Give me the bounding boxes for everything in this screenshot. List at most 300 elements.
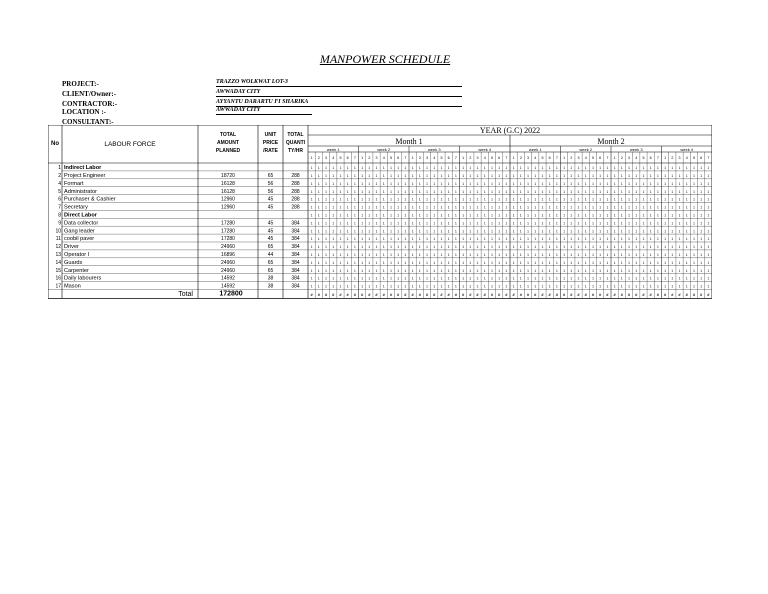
day-cell-mark: 1 xyxy=(541,221,544,226)
day-cell-mark: 1 xyxy=(642,276,645,281)
day-cell-mark: 1 xyxy=(368,213,371,218)
day-cell-mark: 1 xyxy=(577,260,580,265)
day-cell-mark: 1 xyxy=(534,189,537,194)
day-cell-mark: 1 xyxy=(447,189,450,194)
day-cell-mark: 1 xyxy=(491,213,493,218)
total-day-mark: # xyxy=(382,291,385,297)
day-cell-mark: 1 xyxy=(527,284,529,289)
row-amount: 16128 xyxy=(221,180,235,187)
day-cell-mark: 1 xyxy=(332,229,335,234)
day-cell-mark: 1 xyxy=(317,284,320,289)
day-cell-mark: 1 xyxy=(455,284,457,289)
row-amount: 24960 xyxy=(221,244,235,251)
day-cell-mark: 1 xyxy=(368,189,371,194)
day-cell-mark: 1 xyxy=(606,197,609,202)
day-cell-mark: 1 xyxy=(556,268,558,273)
day-cell-mark: 1 xyxy=(354,245,356,250)
day-cell-mark: 1 xyxy=(599,237,602,242)
day-cell-mark: 1 xyxy=(556,197,558,202)
day-cell-mark: 1 xyxy=(584,268,587,273)
day-cell-mark: 1 xyxy=(361,174,363,178)
day-cell-mark: 1 xyxy=(361,189,363,194)
day-cell-mark: 1 xyxy=(325,174,327,178)
day-cell-mark: 1 xyxy=(433,229,436,234)
day-cell-mark: 1 xyxy=(426,276,428,281)
day-cell-mark: 1 xyxy=(606,253,609,257)
header-no: No xyxy=(51,141,59,147)
day-cell-mark: 1 xyxy=(700,260,703,265)
day-cell-mark: 1 xyxy=(382,268,385,273)
day-cell-mark: 1 xyxy=(462,166,464,171)
total-day-mark: # xyxy=(606,291,609,297)
day-cell-mark: 1 xyxy=(418,260,421,265)
day-cell-mark: 1 xyxy=(577,268,580,273)
day-cell-mark: 1 xyxy=(548,284,551,289)
day-cell-mark: 1 xyxy=(678,166,681,171)
total-day-mark: # xyxy=(433,291,436,297)
row-amount: 16128 xyxy=(221,188,235,195)
total-day-mark: # xyxy=(635,291,638,297)
day-cell-mark: 1 xyxy=(642,237,645,242)
day-cell-mark: 1 xyxy=(592,189,594,194)
day-cell-mark: 1 xyxy=(382,221,385,226)
header-day: 4 xyxy=(584,156,587,160)
day-cell-mark: 1 xyxy=(325,213,327,218)
day-cell-mark: 1 xyxy=(512,174,515,178)
day-cell-mark: 1 xyxy=(354,221,356,226)
day-cell-mark: 1 xyxy=(375,284,378,289)
day-cell-mark: 1 xyxy=(635,260,638,265)
header-day: 1 xyxy=(361,156,364,160)
day-cell-mark: 1 xyxy=(332,189,335,194)
day-cell-mark: 1 xyxy=(519,268,522,273)
day-cell-mark: 1 xyxy=(455,205,457,210)
day-cell-mark: 1 xyxy=(397,205,400,210)
day-cell-mark: 1 xyxy=(440,166,443,171)
day-cell-mark: 1 xyxy=(368,260,371,265)
day-cell-mark: 1 xyxy=(620,197,623,202)
day-cell-mark: 1 xyxy=(512,237,515,242)
day-cell-mark: 1 xyxy=(527,166,529,171)
day-cell-mark: 1 xyxy=(664,221,666,226)
day-cell-mark: 1 xyxy=(512,260,515,265)
day-cell-mark: 1 xyxy=(375,189,378,194)
day-cell-mark: 1 xyxy=(339,229,342,234)
row-number: 14 xyxy=(55,259,61,266)
row-number: 4 xyxy=(58,180,61,187)
day-cell-mark: 1 xyxy=(375,253,378,257)
day-cell-mark: 1 xyxy=(563,205,565,210)
day-cell-mark: 1 xyxy=(693,205,695,210)
day-cell-mark: 1 xyxy=(339,268,342,273)
day-cell-mark: 1 xyxy=(541,181,544,186)
day-cell-mark: 1 xyxy=(505,237,508,242)
day-cell-mark: 1 xyxy=(671,284,674,289)
contractor-label: CONTRACTOR:- xyxy=(62,100,118,108)
total-day-mark: # xyxy=(519,291,522,297)
header-labour-force: LABOUR FORCE xyxy=(104,141,156,148)
day-cell-mark: 1 xyxy=(404,221,407,226)
header-day: 3 xyxy=(426,156,429,160)
day-cell-mark: 1 xyxy=(361,260,363,265)
day-cell-mark: 1 xyxy=(339,237,342,242)
day-cell-mark: 1 xyxy=(317,174,320,178)
day-cell-mark: 1 xyxy=(541,189,544,194)
day-cell-mark: 1 xyxy=(657,276,659,281)
day-cell-mark: 1 xyxy=(556,260,558,265)
day-cell-mark: 1 xyxy=(325,276,327,281)
day-cell-mark: 1 xyxy=(671,221,674,226)
day-cell-mark: 1 xyxy=(397,237,400,242)
day-cell-mark: 1 xyxy=(382,229,385,234)
day-cell-mark: 1 xyxy=(678,221,681,226)
day-cell-mark: 1 xyxy=(657,205,659,210)
header-day: 3 xyxy=(527,156,530,160)
day-cell-mark: 1 xyxy=(411,189,414,194)
row-qty: 288 xyxy=(291,173,300,179)
labour-name: Data collector xyxy=(64,220,99,227)
day-cell-mark: 1 xyxy=(317,205,320,210)
day-cell-mark: 1 xyxy=(613,166,616,171)
day-cell-mark: 1 xyxy=(483,197,486,202)
day-cell-mark: 1 xyxy=(613,237,616,242)
header-unit-price: UNIT xyxy=(264,132,277,138)
day-cell-mark: 1 xyxy=(498,174,501,178)
day-cell-mark: 1 xyxy=(556,237,558,242)
day-cell-mark: 1 xyxy=(404,181,407,186)
day-cell-mark: 1 xyxy=(548,197,551,202)
day-cell-mark: 1 xyxy=(664,268,666,273)
day-cell-mark: 1 xyxy=(346,237,349,242)
total-day-mark: # xyxy=(663,291,667,297)
day-cell-mark: 1 xyxy=(570,181,573,186)
row-number: 11 xyxy=(55,236,61,243)
day-cell-mark: 1 xyxy=(685,245,688,250)
day-cell-mark: 1 xyxy=(628,174,630,178)
row-price: 45 xyxy=(267,204,274,211)
day-cell-mark: 1 xyxy=(483,253,486,257)
row-number: 5 xyxy=(58,188,61,195)
day-cell-mark: 1 xyxy=(519,197,522,202)
row-qty: 384 xyxy=(291,275,300,282)
day-cell-mark: 1 xyxy=(317,268,320,273)
day-cell-mark: 1 xyxy=(693,276,695,281)
day-cell-mark: 1 xyxy=(426,205,428,210)
day-cell-mark: 1 xyxy=(404,284,407,289)
day-cell-mark: 1 xyxy=(642,205,645,210)
day-cell-mark: 1 xyxy=(534,197,537,202)
day-cell-mark: 1 xyxy=(563,268,565,273)
day-cell-mark: 1 xyxy=(693,189,695,194)
day-cell-mark: 1 xyxy=(455,213,457,218)
day-cell-mark: 1 xyxy=(476,276,479,281)
row-qty: 288 xyxy=(291,204,300,211)
day-cell-mark: 1 xyxy=(671,237,674,242)
project-value: TRAZZO WOLKWAT LOT-3 xyxy=(216,79,462,87)
client-value: AWWADAY CITY xyxy=(216,89,462,97)
header-week: week 2 xyxy=(377,147,391,152)
day-cell-mark: 1 xyxy=(491,237,493,242)
day-cell-mark: 1 xyxy=(310,229,313,234)
day-cell-mark: 1 xyxy=(505,276,508,281)
day-cell-mark: 1 xyxy=(584,197,587,202)
day-cell-mark: 1 xyxy=(527,237,529,242)
day-cell-mark: 1 xyxy=(700,284,703,289)
total-day-mark: # xyxy=(404,291,407,297)
day-cell-mark: 1 xyxy=(664,253,666,257)
day-cell-mark: 1 xyxy=(628,237,630,242)
day-cell-mark: 1 xyxy=(548,245,551,250)
day-cell-mark: 1 xyxy=(534,284,537,289)
day-cell-mark: 1 xyxy=(707,221,710,226)
day-cell-mark: 1 xyxy=(404,174,407,178)
day-cell-mark: 1 xyxy=(476,166,479,171)
day-cell-mark: 1 xyxy=(700,221,703,226)
day-cell-mark: 1 xyxy=(657,260,659,265)
day-cell-mark: 1 xyxy=(599,189,602,194)
day-cell-mark: 1 xyxy=(606,213,609,218)
labour-name: Operator I xyxy=(64,252,90,258)
day-cell-mark: 1 xyxy=(664,260,666,265)
day-cell-mark: 1 xyxy=(332,245,335,250)
day-cell-mark: 1 xyxy=(642,268,645,273)
day-cell-mark: 1 xyxy=(418,205,421,210)
day-cell-mark: 1 xyxy=(570,253,573,257)
header-month: Month 2 xyxy=(597,137,625,146)
day-cell-mark: 1 xyxy=(418,268,421,273)
day-cell-mark: 1 xyxy=(418,166,421,171)
row-number: 6 xyxy=(58,196,61,203)
day-cell-mark: 1 xyxy=(577,213,580,218)
day-cell-mark: 1 xyxy=(411,174,414,178)
day-cell-mark: 1 xyxy=(548,189,551,194)
day-cell-mark: 1 xyxy=(483,260,486,265)
day-cell-mark: 1 xyxy=(556,229,558,234)
day-cell-mark: 1 xyxy=(649,237,652,242)
total-day-mark: # xyxy=(627,291,631,297)
header-total-amount: PLANNED xyxy=(215,148,241,154)
day-cell-mark: 1 xyxy=(606,181,609,186)
day-cell-mark: 1 xyxy=(685,229,688,234)
day-cell-mark: 1 xyxy=(606,205,609,210)
total-day-mark: # xyxy=(440,291,443,297)
day-cell-mark: 1 xyxy=(620,166,623,171)
day-cell-mark: 1 xyxy=(426,260,428,265)
day-cell-mark: 1 xyxy=(548,229,551,234)
day-cell-mark: 1 xyxy=(570,260,573,265)
day-cell-mark: 1 xyxy=(382,260,385,265)
day-cell-mark: 1 xyxy=(563,276,565,281)
header-day: 5 xyxy=(541,156,544,160)
total-day-mark: # xyxy=(483,291,486,297)
day-cell-mark: 1 xyxy=(375,213,378,218)
day-cell-mark: 1 xyxy=(599,260,602,265)
day-cell-mark: 1 xyxy=(700,189,703,194)
labour-name: Purchaser & Cashier xyxy=(64,196,116,203)
day-cell-mark: 1 xyxy=(462,284,464,289)
day-cell-mark: 1 xyxy=(455,197,457,202)
day-cell-mark: 1 xyxy=(433,189,436,194)
header-total-amount: TOTAL xyxy=(219,132,237,138)
total-day-mark: # xyxy=(332,291,335,297)
day-cell-mark: 1 xyxy=(541,174,544,178)
day-cell-mark: 1 xyxy=(657,213,659,218)
total-day-mark: # xyxy=(368,291,371,297)
day-cell-mark: 1 xyxy=(635,197,638,202)
day-cell-mark: 1 xyxy=(491,284,493,289)
day-cell-mark: 1 xyxy=(512,197,515,202)
day-cell-mark: 1 xyxy=(411,197,414,202)
day-cell-mark: 1 xyxy=(462,174,464,178)
header-day: 3 xyxy=(375,156,378,160)
day-cell-mark: 1 xyxy=(685,284,688,289)
contractor-value: AYYANTU DARARTU FI SHARIKA xyxy=(216,99,462,107)
header-day: 1 xyxy=(411,156,414,160)
client-label: CLIENT/Owner:- xyxy=(62,90,117,98)
day-cell-mark: 1 xyxy=(440,221,443,226)
day-cell-mark: 1 xyxy=(418,237,421,242)
day-cell-mark: 1 xyxy=(635,213,638,218)
day-cell-mark: 1 xyxy=(664,284,666,289)
day-cell-mark: 1 xyxy=(707,253,710,257)
day-cell-mark: 1 xyxy=(620,237,623,242)
day-cell-mark: 1 xyxy=(707,174,710,178)
day-cell-mark: 1 xyxy=(483,284,486,289)
day-cell-mark: 1 xyxy=(491,276,493,281)
day-cell-mark: 1 xyxy=(671,253,674,257)
day-cell-mark: 1 xyxy=(317,245,320,250)
day-cell-mark: 1 xyxy=(354,213,356,218)
day-cell-mark: 1 xyxy=(397,213,400,218)
header-day: 5 xyxy=(389,156,392,160)
day-cell-mark: 1 xyxy=(592,268,594,273)
day-cell-mark: 1 xyxy=(397,268,400,273)
day-cell-mark: 1 xyxy=(332,268,335,273)
day-cell-mark: 1 xyxy=(512,189,515,194)
row-number: 12 xyxy=(55,244,61,251)
total-day-mark: # xyxy=(613,291,616,297)
day-cell-mark: 1 xyxy=(325,205,327,210)
day-cell-mark: 1 xyxy=(411,268,414,273)
day-cell-mark: 1 xyxy=(382,181,385,186)
day-cell-mark: 1 xyxy=(491,268,493,273)
day-cell-mark: 1 xyxy=(498,268,501,273)
day-cell-mark: 1 xyxy=(382,174,385,178)
day-cell-mark: 1 xyxy=(606,245,609,250)
day-cell-mark: 1 xyxy=(678,268,681,273)
day-cell-mark: 1 xyxy=(664,174,666,178)
row-amount: 12960 xyxy=(221,204,235,211)
day-cell-mark: 1 xyxy=(649,229,652,234)
day-cell-mark: 1 xyxy=(368,205,371,210)
total-day-mark: # xyxy=(324,291,328,297)
day-cell-mark: 1 xyxy=(411,276,414,281)
day-cell-mark: 1 xyxy=(339,213,342,218)
day-cell-mark: 1 xyxy=(613,245,616,250)
day-cell-mark: 1 xyxy=(657,253,659,257)
total-day-mark: # xyxy=(548,291,551,297)
row-amount: 18720 xyxy=(221,173,235,179)
day-cell-mark: 1 xyxy=(382,276,385,281)
day-cell-mark: 1 xyxy=(440,268,443,273)
day-cell-mark: 1 xyxy=(382,237,385,242)
row-number: 8 xyxy=(58,212,61,219)
day-cell-mark: 1 xyxy=(440,253,443,257)
header-day: 2 xyxy=(418,156,421,160)
day-cell-mark: 1 xyxy=(685,174,688,178)
day-cell-mark: 1 xyxy=(592,166,594,171)
day-cell-mark: 1 xyxy=(613,253,616,257)
day-cell-mark: 1 xyxy=(483,276,486,281)
day-cell-mark: 1 xyxy=(411,205,414,210)
day-cell-mark: 1 xyxy=(649,174,652,178)
day-cell-mark: 1 xyxy=(382,213,385,218)
header-day: 5 xyxy=(642,156,645,160)
day-cell-mark: 1 xyxy=(498,237,501,242)
day-cell-mark: 1 xyxy=(505,181,508,186)
day-cell-mark: 1 xyxy=(332,221,335,226)
day-cell-mark: 1 xyxy=(332,237,335,242)
day-cell-mark: 1 xyxy=(534,174,537,178)
row-number: 17 xyxy=(55,283,61,290)
row-amount: 14592 xyxy=(221,283,235,290)
day-cell-mark: 1 xyxy=(447,197,450,202)
section-label: Indirect Labor xyxy=(64,165,102,172)
day-cell-mark: 1 xyxy=(426,253,428,257)
day-cell-mark: 1 xyxy=(433,213,436,218)
day-cell-mark: 1 xyxy=(693,237,695,242)
day-cell-mark: 1 xyxy=(440,205,443,210)
total-day-mark: # xyxy=(411,291,414,297)
day-cell-mark: 1 xyxy=(368,229,371,234)
total-day-mark: # xyxy=(685,291,688,297)
day-cell-mark: 1 xyxy=(368,237,371,242)
day-cell-mark: 1 xyxy=(671,166,674,171)
day-cell-mark: 1 xyxy=(563,174,565,178)
day-cell-mark: 1 xyxy=(584,181,587,186)
day-cell-mark: 1 xyxy=(635,221,638,226)
day-cell-mark: 1 xyxy=(548,181,551,186)
total-day-mark: # xyxy=(389,291,393,297)
day-cell-mark: 1 xyxy=(354,197,356,202)
day-cell-mark: 1 xyxy=(339,181,342,186)
labour-name: Driver xyxy=(64,244,79,251)
day-cell-mark: 1 xyxy=(368,268,371,273)
day-cell-mark: 1 xyxy=(628,245,630,250)
day-cell-mark: 1 xyxy=(411,245,414,250)
total-day-mark: # xyxy=(541,291,544,297)
header-day: 1 xyxy=(512,156,515,160)
day-cell-mark: 1 xyxy=(628,253,630,257)
day-cell-mark: 1 xyxy=(707,181,710,186)
total-day-mark: # xyxy=(562,291,566,297)
day-cell-mark: 1 xyxy=(519,260,522,265)
day-cell-mark: 1 xyxy=(447,221,450,226)
consultant-label: CONSULTANT:- xyxy=(62,118,114,126)
day-cell-mark: 1 xyxy=(599,181,602,186)
day-cell-mark: 1 xyxy=(577,174,580,178)
day-cell-mark: 1 xyxy=(628,197,630,202)
day-cell-mark: 1 xyxy=(556,245,558,250)
day-cell-mark: 1 xyxy=(375,245,378,250)
day-cell-mark: 1 xyxy=(361,253,363,257)
day-cell-mark: 1 xyxy=(426,221,428,226)
day-cell-mark: 1 xyxy=(390,205,392,210)
day-cell-mark: 1 xyxy=(527,181,529,186)
day-cell-mark: 1 xyxy=(563,237,565,242)
day-cell-mark: 1 xyxy=(426,245,428,250)
header-unit-price: /RATE xyxy=(263,148,278,154)
